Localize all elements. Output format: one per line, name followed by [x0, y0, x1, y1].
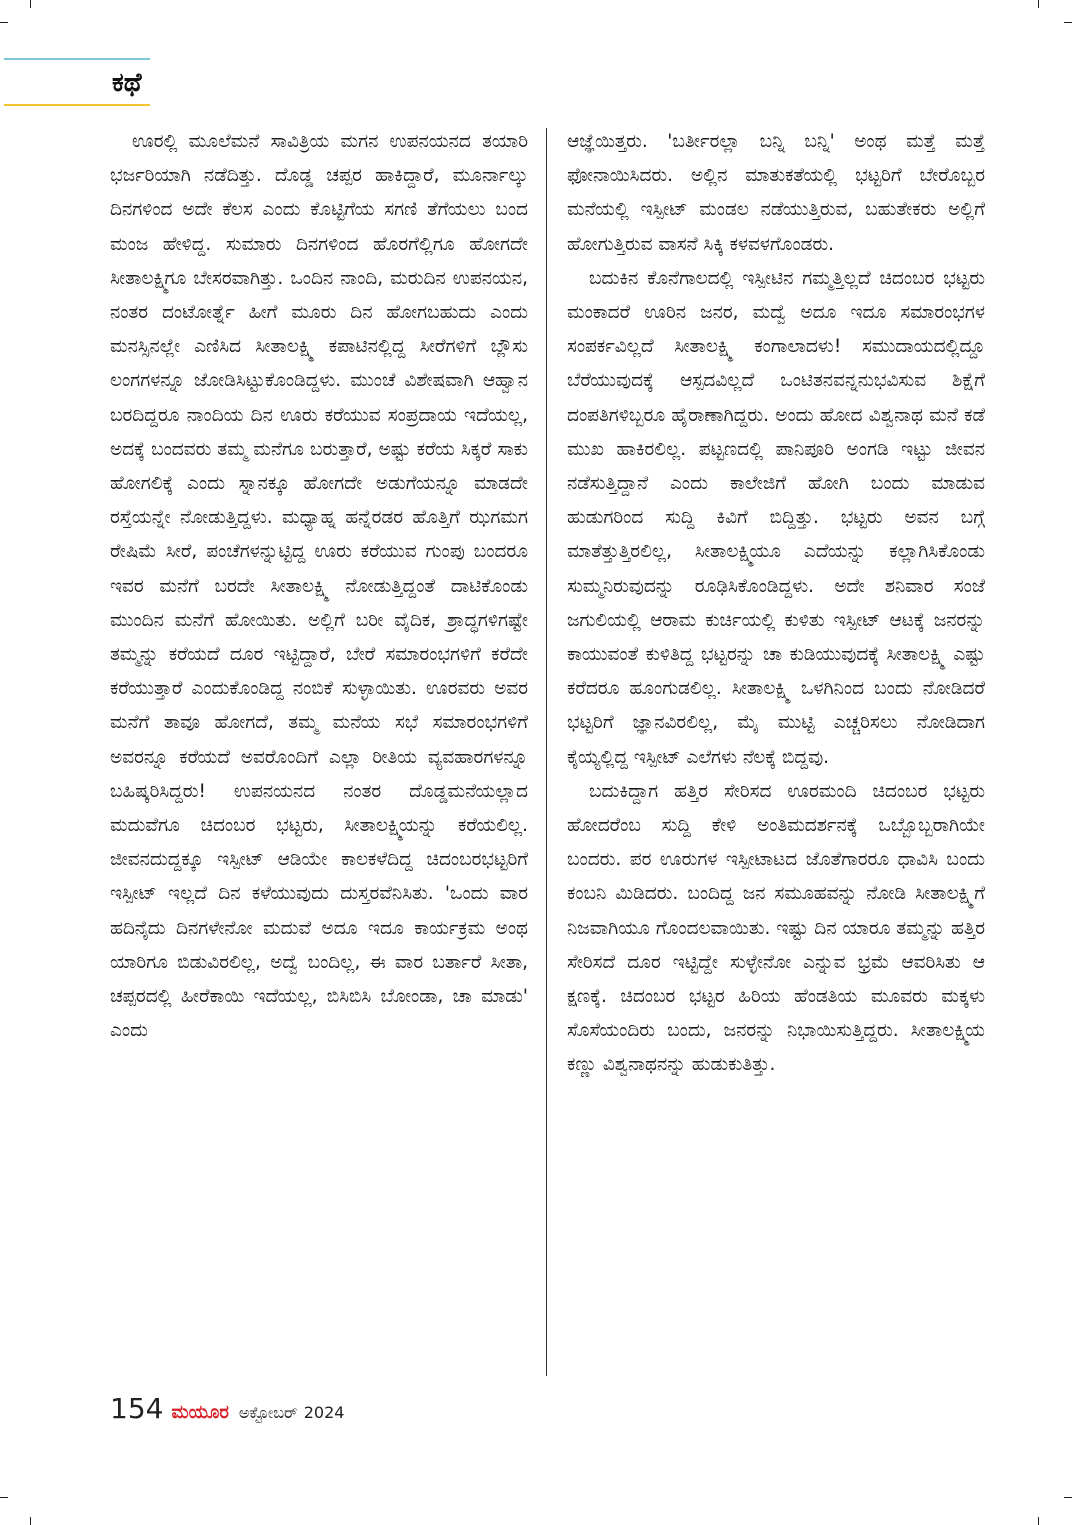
article-column-left	[110, 125, 528, 1375]
paragraph: ಬದುಕಿನ ಕೊನೆಗಾಲದಲ್ಲಿ ಇಸ್ಪೀಟಿನ ಗಮ್ಮತ್ತಿಲ್ಲದೆ ಚಿದಂಬರ ಭಟ್ಟರು ಮಂಕಾದರೆ ಊರಿನ ಜನರ, ಮದ್ವೆ ಅದೂ ಇದೂ ಸಮಾರಂಭಗಳ ಸಂಪರ್ಕವಿಲ್ಲದೆ ಸೀತಾಲಕ್ಷ್ಮಿ ಕಂಗಾಲಾದಳು! ಸಮುದಾಯದಲ್ಲಿದ್ದೂ ಬೆರೆಯುವುದಕ್ಕೆ ಆಸ್ಪದವಿಲ್ಲದೆ ಒಂಟಿತನವನ್ನನುಭವಿಸುವ ಶಿಕ್ಷೆಗೆ ದಂಪತಿಗಳಿಬ್ಬರೂ ಹೈರಾಣಾಗಿದ್ದರು. ಅಂದು ಹೋದ ವಿಶ್ವನಾಥ ಮನೆ ಕಡೆ ಮುಖ ಹಾಕಿರಲಿಲ್ಲ. ಪಟ್ಟಣದಲ್ಲಿ ಪಾನಿಪೂರಿ ಅಂಗಡಿ ಇಟ್ಟು ಜೀವನ ನಡೆಸುತ್ತಿದ್ದಾನೆ ಎಂದು ಕಾಲೇಜಿಗೆ ಹೋಗಿ ಬಂದು ಮಾಡುವ ಹುಡುಗರಿಂದ ಸುದ್ದಿ ಕಿವಿಗೆ ಬಿದ್ದಿತ್ತು. ಭಟ್ಟರು ಅವನ ಬಗ್ಗೆ ಮಾತೆತ್ತುತ್ತಿರಲಿಲ್ಲ, ಸೀತಾಲಕ್ಷ್ಮಿಯೂ ಎದೆಯನ್ನು ಕಲ್ಲಾಗಿಸಿಕೊಂಡು ಸುಮ್ಮನಿರುವುದನ್ನು ರೂಢಿಸಿಕೊಂಡಿದ್ದಳು. ಅದೇ ಶನಿವಾರ ಸಂಜೆ ಜಗುಲಿಯಲ್ಲಿ ಆರಾಮ ಕುರ್ಚಿಯಲ್ಲಿ ಕುಳಿತು ಇಸ್ಪೀಟ್ ಆಟಕ್ಕೆ ಜನರನ್ನು ಕಾಯುವಂತೆ ಕುಳಿತಿದ್ದ ಭಟ್ಟರನ್ನು ಚಾ ಕುಡಿಯುವುದಕ್ಕೆ ಸೀತಾಲಕ್ಷ್ಮಿ ಎಷ್ಟು ಕರೆದರೂ ಹೂಂಗುಡಲಿಲ್ಲ. ಸೀತಾಲಕ್ಷ್ಮಿ ಒಳಗಿನಿಂದ ಬಂದು ನೋಡಿದರೆ ಭಟ್ಟರಿಗೆ ಜ್ಞಾನವಿರಲಿಲ್ಲ, ಮೈ ಮುಟ್ಟಿ ಎಚ್ಚರಿಸಲು ನೋಡಿದಾಗ ಕೈಯ್ಯಲ್ಲಿದ್ದ ಇಸ್ಪೀಟ್ ಎಲೆಗಳು ನೆಲಕ್ಕೆ ಬಿದ್ದವು.	[567, 267, 985, 768]
magazine-logo: ಮಯೂರ	[171, 1402, 229, 1423]
section-title: ಕಥೆ	[112, 68, 142, 98]
crop-mark	[30, 0, 31, 8]
crop-mark	[0, 22, 8, 23]
section-bottom-rule	[4, 104, 150, 106]
column-divider	[546, 128, 547, 1376]
paragraph: ಊರಲ್ಲಿ ಮೂಲೆಮನೆ ಸಾವಿತ್ರಿಯ ಮಗನ ಉಪನಯನದ ತಯಾರಿ ಭರ್ಜರಿಯಾಗಿ ನಡೆದಿತ್ತು. ದೊಡ್ಡ ಚಪ್ಪರ ಹಾಕಿದ್ದಾರೆ, ಮೂರ್ನಾಲ್ಕು ದಿನಗಳಿಂದ ಅದೇ ಕೆಲಸ ಎಂದು ಕೊಟ್ಟಿಗೆಯ ಸಗಣಿ ತೆಗೆಯಲು ಬಂದ ಮಂಜ ಹೇಳಿದ್ದ. ಸುಮಾರು ದಿನಗಳಿಂದ ಹೊರಗೆಲ್ಲಿಗೂ ಹೋಗದೇ ಸೀತಾಲಕ್ಷ್ಮಿಗೂ ಬೇಸರವಾಗಿತ್ತು. ಒಂದಿನ ನಾಂದಿ, ಮರುದಿನ ಉಪನಯನ, ನಂತರ ದಂಟೋರ್ತ್ನೆ ಹೀಗೆ ಮೂರು ದಿನ ಹೋಗಬಹುದು ಎಂದು ಮನಸ್ಸಿನಲ್ಲೇ ಎಣಿಸಿದ ಸೀತಾಲಕ್ಷ್ಮಿ ಕಪಾಟಿನಲ್ಲಿದ್ದ ಸೀರೆಗಳಿಗೆ ಬ್ಲೌಸು ಲಂಗಗಳನ್ನೂ ಜೋಡಿಸಿಟ್ಟುಕೊಂಡಿದ್ದಳು. ಮುಂಚೆ ವಿಶೇಷವಾಗಿ ಆಹ್ವಾನ ಬರದಿದ್ದರೂ ನಾಂದಿಯ ದಿನ ಊರು ಕರೆಯುವ ಸಂಪ್ರದಾಯ ಇದೆಯಲ್ಲ, ಅದಕ್ಕೆ ಬಂದವರು ತಮ್ಮ ಮನೆಗೂ ಬರುತ್ತಾರೆ, ಅಷ್ಟು ಕರೆಯ ಸಿಕ್ಕರೆ ಸಾಕು ಹೋಗಲಿಕ್ಕೆ ಎಂದು ಸ್ನಾನಕ್ಕೂ ಹೋಗದೇ ಅಡುಗೆಯನ್ನೂ ಮಾಡದೇ ರಸ್ತೆಯನ್ನೇ ನೋಡುತ್ತಿದ್ದಳು. ಮಧ್ಯಾಹ್ನ ಹನ್ನೆರಡರ ಹೊತ್ತಿಗೆ ಝಗಮಗ ರೇಷಿಮೆ ಸೀರೆ, ಪಂಚೆಗಳನ್ನುಟ್ಟಿದ್ದ ಊರು ಕರೆಯುವ ಗುಂಪು ಬಂದರೂ ಇವರ ಮನೆಗೆ ಬರದೇ ಸೀತಾಲಕ್ಷ್ಮಿ ನೋಡುತ್ತಿದ್ದಂತೆ ದಾಟಿಕೊಂಡು ಮುಂದಿನ ಮನೆಗೆ ಹೋಯಿತು. ಅಲ್ಲಿಗೆ ಬರೀ ವೈದಿಕ, ಶ್ರಾದ್ಧಗಳಿಗಷ್ಟೇ ತಮ್ಮನ್ನು ಕರೆಯದೆ ದೂರ ಇಟ್ಟಿದ್ದಾರೆ, ಬೇರೆ ಸಮಾರಂಭಗಳಿಗೆ ಕರೆದೇ ಕರೆಯುತ್ತಾರೆ ಎಂದುಕೊಂಡಿದ್ದ ನಂಬಿಕೆ ಸುಳ್ಳಾಯಿತು. ಊರವರು ಅವರ ಮನೆಗೆ ತಾವೂ ಹೋಗದೆ, ತಮ್ಮ ಮನೆಯ ಸಭೆ ಸಮಾರಂಭಗಳಿಗೆ ಅವರನ್ನೂ ಕರೆಯದೆ ಅವರೊಂದಿಗೆ ಎಲ್ಲಾ ರೀತಿಯ ವ್ಯವಹಾರಗಳನ್ನೂ ಬಹಿಷ್ಕರಿಸಿದ್ದರು! ಉಪನಯನದ ನಂತರ ದೊಡ್ಡಮನೆಯಲ್ಲಾದ ಮದುವೆಗೂ ಚಿದಂಬರ ಭಟ್ಟರು, ಸೀತಾಲಕ್ಷ್ಮಿಯನ್ನು ಕರೆಯಲಿಲ್ಲ. ಜೀವನದುದ್ದಕ್ಕೂ ಇಸ್ಪೀಟ್ ಆಡಿಯೇ ಕಾಲಕಳೆದಿದ್ದ ಚಿದಂಬರಭಟ್ಟರಿಗೆ ಇಸ್ಪೀಟ್ ಇಲ್ಲದೆ ದಿನ ಕಳೆಯುವುದು ದುಸ್ತರವೆನಿಸಿತು. 'ಒಂದು ವಾರ ಹದಿನೈದು ದಿನಗಳೇನೋ ಮದುವೆ ಅದೂ ಇದೂ ಕಾರ್ಯಕ್ರಮ ಅಂಥ ಯಾರಿಗೂ ಬಿಡುವಿರಲಿಲ್ಲ, ಅದ್ವೆ ಬಂದಿಲ್ಲ, ಈ ವಾರ ಬರ್ತಾರೆ ಸೀತಾ, ಚಪ್ಪರದಲ್ಲಿ ಹೀರೆಕಾಯಿ ಇದೆಯಲ್ಲ, ಬಿಸಿಬಿಸಿ ಬೋಂಡಾ, ಚಾ ಮಾಡು' ಎಂದು	[110, 131, 528, 1042]
issue-month: ಅಕ್ಟೋಬರ್	[238, 1403, 298, 1422]
crop-mark	[1038, 0, 1039, 8]
crop-mark	[1064, 22, 1072, 23]
page-number: 154	[110, 1392, 164, 1425]
crop-mark	[1038, 1517, 1039, 1525]
article-column-right	[567, 125, 985, 1375]
section-header	[4, 58, 150, 108]
section-top-rule	[4, 58, 150, 60]
crop-mark	[1064, 1497, 1072, 1498]
paragraph: ಬದುಕಿದ್ದಾಗ ಹತ್ತಿರ ಸೇರಿಸದ ಊರಮಂದಿ ಚಿದಂಬರ ಭಟ್ಟರು ಹೋದರೆಂಬ ಸುದ್ದಿ ಕೇಳಿ ಅಂತಿಮದರ್ಶನಕ್ಕೆ ಒಬ್ಬೊಬ್ಬರಾಗಿಯೇ ಬಂದರು. ಪರ ಊರುಗಳ ಇಸ್ಪೀಟಾಟದ ಜೊತೆಗಾರರೂ ಧಾವಿಸಿ ಬಂದು ಕಂಬನಿ ಮಿಡಿದರು. ಬಂದಿದ್ದ ಜನ ಸಮೂಹವನ್ನು ನೋಡಿ ಸೀತಾಲಕ್ಷ್ಮಿಗೆ ನಿಜವಾಗಿಯೂ ಗೊಂದಲವಾಯಿತು. ಇಷ್ಟು ದಿನ ಯಾರೂ ತಮ್ಮನ್ನು ಹತ್ತಿರ ಸೇರಿಸದೆ ದೂರ ಇಟ್ಟಿದ್ದೇ ಸುಳ್ಳೇನೋ ಎನ್ನುವ ಭ್ರಮೆ ಆವರಿಸಿತು ಆ ಕ್ಷಣಕ್ಕೆ. ಚಿದಂಬರ ಭಟ್ಟರ ಹಿರಿಯ ಹೆಂಡತಿಯ ಮೂವರು ಮಕ್ಕಳು ಸೊಸೆಯಂದಿರು ಬಂದು, ಜನರನ್ನು ನಿಭಾಯಿಸುತ್ತಿದ್ದರು. ಸೀತಾಲಕ್ಷ್ಮಿಯ ಕಣ್ಣು ವಿಶ್ವನಾಥನನ್ನು ಹುಡುಕುತಿತ್ತು.	[567, 780, 985, 1076]
issue-year: 2024	[303, 1403, 345, 1422]
page-footer	[110, 1392, 344, 1428]
crop-mark	[30, 1517, 31, 1525]
paragraph: ಆಜ್ಞೆಯಿತ್ತರು. 'ಬರ್ತೀರಲ್ಲಾ ಬನ್ನಿ ಬನ್ನಿ' ಅಂಥ ಮತ್ತೆ ಮತ್ತೆ ಫೋನಾಯಿಸಿದರು. ಅಲ್ಲಿನ ಮಾತುಕತೆಯಲ್ಲಿ ಭಟ್ಟರಿಗೆ ಬೇರೊಬ್ಬರ ಮನೆಯಲ್ಲಿ ಇಸ್ಪೀಟ್ ಮಂಡಲ ನಡೆಯುತ್ತಿರುವ, ಬಹುತೇಕರು ಅಲ್ಲಿಗೆ ಹೋಗುತ್ತಿರುವ ವಾಸನೆ ಸಿಕ್ಕಿ ಕಳವಳಗೊಂಡರು.	[567, 131, 985, 255]
crop-mark	[0, 1497, 8, 1498]
